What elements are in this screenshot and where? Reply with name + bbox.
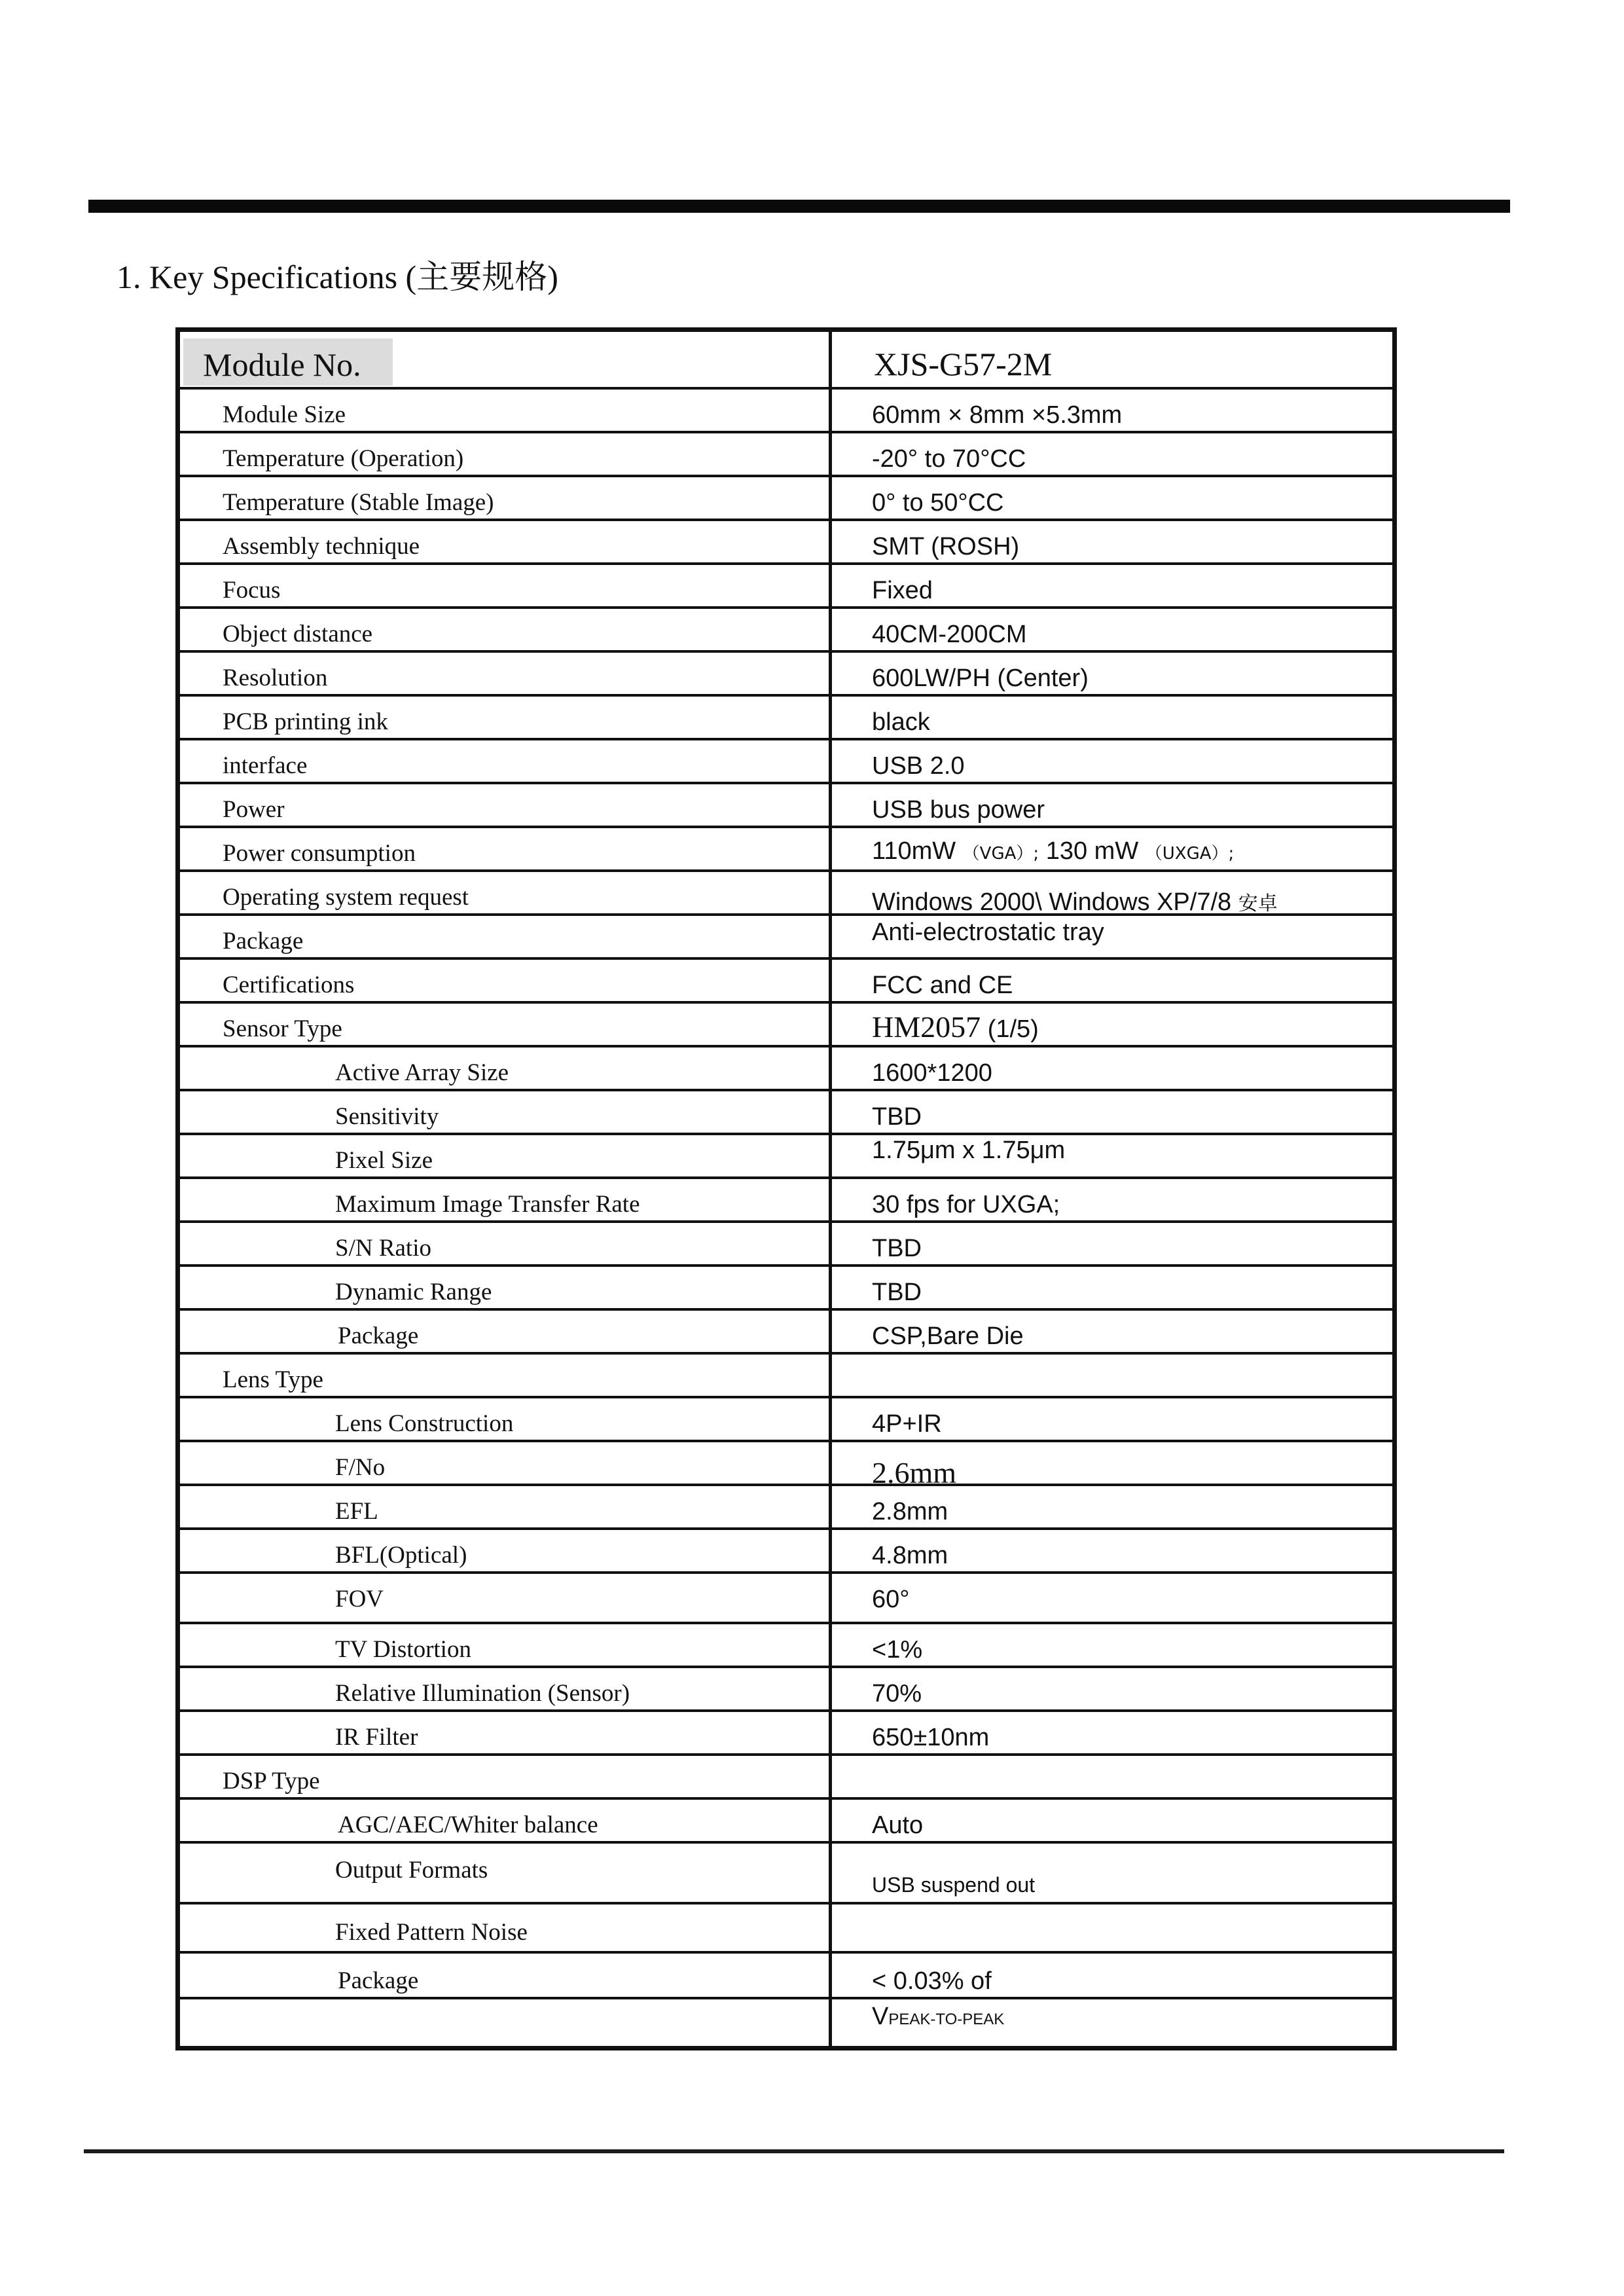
table-row	[180, 1442, 1392, 1489]
row-label: Module Size	[223, 401, 346, 428]
table-header-row	[180, 332, 1392, 390]
row-label: Maximum Image Transfer Rate	[335, 1191, 640, 1218]
row-value: Anti-electrostatic tray	[872, 919, 1104, 946]
row-label: F/No	[335, 1454, 386, 1481]
power-vga-value: 110mW	[872, 837, 956, 865]
row-label: DSP Type	[223, 1768, 320, 1795]
table-row	[180, 1267, 1392, 1311]
table-row	[180, 477, 1392, 521]
row-value: < 0.03% of	[872, 1967, 992, 1995]
row-label: EFL	[335, 1498, 378, 1525]
table-row	[180, 521, 1392, 565]
os-value: Windows 2000\ Windows XP/7/8	[872, 888, 1232, 916]
row-label: Assembly technique	[223, 533, 420, 560]
power-uxga-value: 130 mW	[1045, 837, 1139, 865]
row-label: Dynamic Range	[335, 1279, 492, 1305]
table-row	[180, 1530, 1392, 1574]
row-value: black	[872, 708, 930, 736]
table-row	[180, 1954, 1392, 1999]
table-row	[180, 1800, 1392, 1844]
row-value: 1600*1200	[872, 1059, 992, 1087]
row-label: interface	[223, 752, 308, 779]
row-label: BFL(Optical)	[335, 1542, 467, 1569]
row-label: Operating system request	[223, 884, 469, 911]
row-value	[872, 1010, 1039, 1044]
row-value: <1%	[872, 1636, 923, 1664]
row-label: Pixel Size	[335, 1147, 433, 1174]
row-value: SMT (ROSH)	[872, 533, 1020, 560]
row-value: 1.75μm x 1.75μm	[872, 1137, 1066, 1164]
row-label: Package	[223, 928, 304, 955]
table-row	[180, 1179, 1392, 1223]
table-row	[180, 1135, 1392, 1179]
row-value	[872, 888, 1278, 919]
row-value	[872, 837, 1234, 868]
row-label: Power consumption	[223, 840, 416, 867]
section-heading: 1. Key Specifications (主要规格)	[117, 259, 558, 295]
row-label: Package	[338, 1322, 419, 1349]
row-label: Power	[223, 796, 285, 823]
row-label: PCB printing ink	[223, 708, 388, 735]
row-label: Sensor Type	[223, 1015, 342, 1042]
module-no-value: XJS-G57-2M	[874, 346, 1053, 382]
module-no-label: Module No.	[183, 338, 393, 386]
row-label: S/N Ratio	[335, 1235, 431, 1262]
row-value	[872, 2002, 1004, 2034]
row-value: 70%	[872, 1680, 922, 1707]
table-row	[180, 1398, 1392, 1442]
row-label: Active Array Size	[335, 1059, 509, 1086]
table-row	[180, 433, 1392, 477]
row-value: Fixed	[872, 577, 933, 604]
sensor-format: (1/5)	[987, 1015, 1039, 1043]
os-android-value: 安卓	[1238, 892, 1278, 915]
table-row	[180, 653, 1392, 697]
row-value: 2.8mm	[872, 1498, 948, 1525]
row-value: 600LW/PH (Center)	[872, 665, 1089, 692]
row-value: 4P+IR	[872, 1410, 942, 1438]
row-label: FOV	[335, 1586, 384, 1613]
table-row	[180, 828, 1392, 872]
table-row	[180, 565, 1392, 609]
table-row	[180, 872, 1392, 916]
row-value: 40CM-200CM	[872, 621, 1027, 648]
table-row	[180, 697, 1392, 740]
table-row	[180, 1712, 1392, 1756]
table-row	[180, 1223, 1392, 1267]
row-value: USB suspend out	[872, 1873, 1036, 1897]
row-label: Focus	[223, 577, 281, 604]
spec-table	[175, 327, 1397, 2050]
table-row	[180, 784, 1392, 828]
row-label: AGC/AEC/Whiter balance	[338, 1812, 598, 1838]
table-row	[180, 1355, 1392, 1398]
power-uxga-note: （UXGA）;	[1145, 844, 1235, 864]
table-row	[180, 1574, 1392, 1624]
row-label: TV Distortion	[335, 1636, 471, 1663]
row-value: TBD	[872, 1103, 922, 1131]
table-row	[180, 1999, 1392, 2050]
row-value: USB bus power	[872, 796, 1045, 824]
table-row	[180, 609, 1392, 653]
row-value: -20° to 70°CC	[872, 445, 1026, 473]
row-label: IR Filter	[335, 1724, 418, 1751]
row-value: 60°	[872, 1586, 910, 1613]
row-value: Auto	[872, 1812, 924, 1839]
row-label: Object distance	[223, 621, 373, 647]
table-row	[180, 1486, 1392, 1530]
row-value: CSP,Bare Die	[872, 1322, 1024, 1350]
row-label: Temperature (Operation)	[223, 445, 464, 472]
table-row	[180, 1756, 1392, 1800]
row-value: TBD	[872, 1279, 922, 1306]
table-row	[180, 1904, 1392, 1954]
sensor-model: HM2057	[872, 1010, 981, 1044]
row-label: Fixed Pattern Noise	[335, 1919, 528, 1946]
row-value: TBD	[872, 1235, 922, 1262]
row-label: Package	[338, 1967, 419, 1994]
vpp-symbol: V	[872, 2003, 889, 2030]
power-vga-note: （VGA）;	[962, 844, 1039, 864]
bottom-rule	[84, 2149, 1504, 2153]
vpp-subscript: PEAK-TO-PEAK	[888, 2011, 1005, 2028]
row-value: 650±10nm	[872, 1724, 990, 1751]
table-row	[180, 960, 1392, 1004]
top-rule	[88, 200, 1510, 213]
row-value: 60mm × 8mm ×5.3mm	[872, 401, 1123, 429]
row-label: Output Formats	[335, 1857, 488, 1884]
row-label: Temperature (Stable Image)	[223, 489, 494, 516]
row-label: Resolution	[223, 665, 328, 691]
row-value: 2.6mm	[872, 1456, 957, 1489]
row-label: Lens Type	[223, 1366, 323, 1393]
table-row	[180, 1004, 1392, 1048]
row-label: Sensitivity	[335, 1103, 439, 1130]
table-row	[180, 1624, 1392, 1668]
table-row	[180, 1048, 1392, 1091]
table-row	[180, 1311, 1392, 1355]
row-label: Relative Illumination (Sensor)	[335, 1680, 630, 1707]
table-row	[180, 916, 1392, 960]
table-row	[180, 1844, 1392, 1904]
row-value: FCC and CE	[872, 972, 1013, 999]
row-label: Certifications	[223, 972, 355, 998]
table-row	[180, 740, 1392, 784]
row-value: 4.8mm	[872, 1542, 948, 1569]
row-label: Lens Construction	[335, 1410, 514, 1437]
row-value: USB 2.0	[872, 752, 965, 780]
table-row	[180, 1668, 1392, 1712]
row-value: 0° to 50°CC	[872, 489, 1004, 517]
row-value: 30 fps for UXGA;	[872, 1191, 1060, 1218]
table-row	[180, 1091, 1392, 1135]
table-row	[180, 390, 1392, 433]
